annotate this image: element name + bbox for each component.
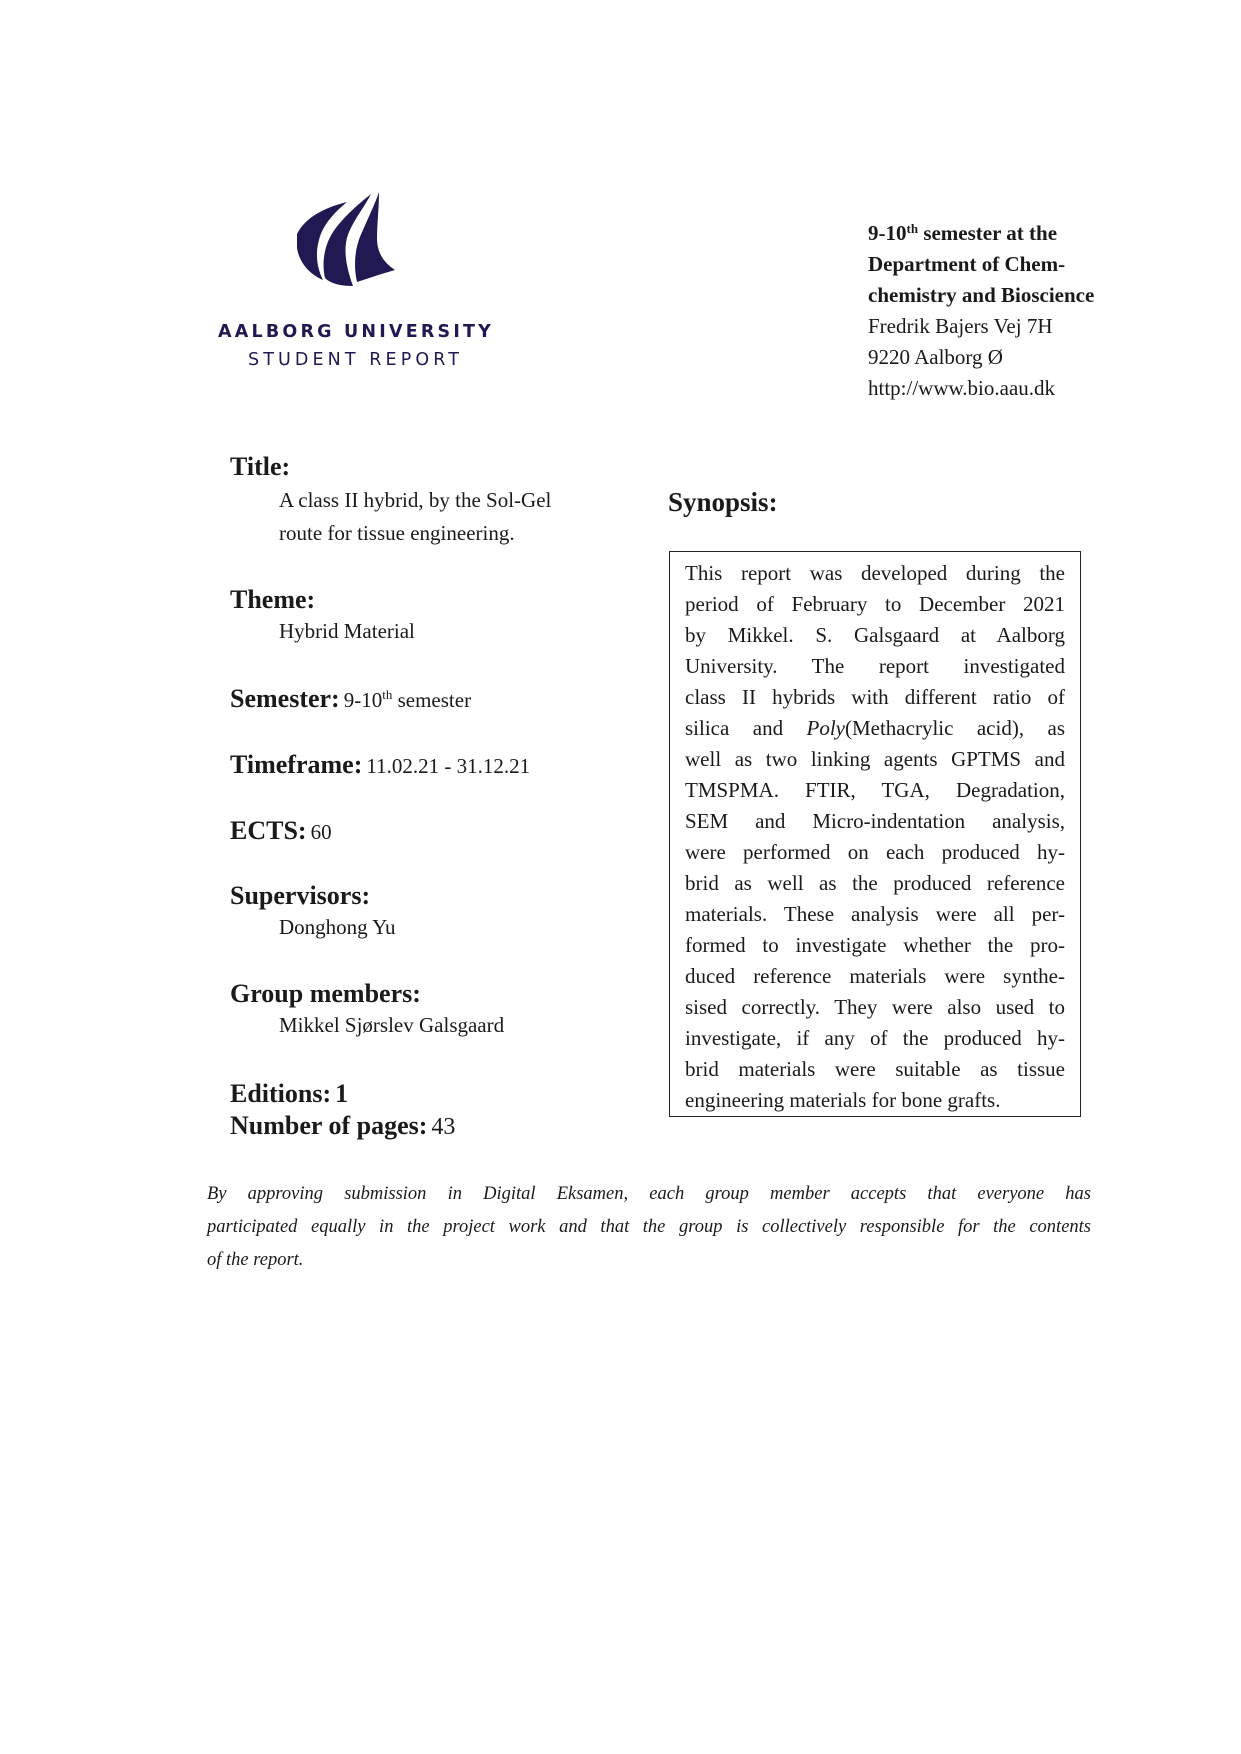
department-name-line1: Department of Chem- xyxy=(868,252,1066,276)
title-line-2: route for tissue engineering. xyxy=(279,521,515,545)
pages-label: Number of pages: xyxy=(230,1111,428,1140)
synopsis-line: SEM and Micro-indentation analysis, xyxy=(685,809,1065,833)
title-line-1: A class II hybrid, by the Sol-Gel xyxy=(279,488,552,512)
supervisors-label: Supervisors: xyxy=(230,881,371,910)
university-name: AALBORG UNIVERSITY xyxy=(218,322,495,342)
theme-value: Hybrid Material xyxy=(279,619,415,643)
department-address xyxy=(868,218,1094,404)
synopsis-line: silica and Poly(Methacrylic acid), as xyxy=(685,716,1065,740)
logo-subtitle: STUDENT REPORT xyxy=(248,350,464,370)
synopsis-box xyxy=(669,551,1081,1117)
timeframe-section xyxy=(230,750,530,783)
submission-note xyxy=(207,1178,1091,1277)
synopsis-line: brid as well as the produced reference xyxy=(685,871,1065,895)
synopsis-heading: Synopsis: xyxy=(668,487,778,517)
editions-section xyxy=(230,1079,348,1109)
synopsis-line: This report was developed during the xyxy=(685,561,1065,585)
synopsis-line: well as two linking agents GPTMS and xyxy=(685,747,1065,771)
editions-label: Editions: xyxy=(230,1079,332,1108)
group-members-section xyxy=(230,979,504,1042)
ects-label: ECTS: xyxy=(230,816,307,845)
timeframe-value: 11.02.21 - 31.12.21 xyxy=(366,754,531,778)
synopsis-text xyxy=(685,558,1065,1116)
department-city: 9220 Aalborg Ø xyxy=(868,345,1003,369)
title-section xyxy=(230,452,551,550)
synopsis-line: were performed on each produced hy- xyxy=(685,840,1065,864)
synopsis-line: class II hybrids with different ratio of xyxy=(685,685,1065,709)
department-semester-line: 9-10th semester at the xyxy=(868,221,1058,245)
department-name-line2: chemistry and Bioscience xyxy=(868,283,1095,307)
pages-section xyxy=(230,1111,455,1144)
synopsis-line: engineering materials for bone grafts. xyxy=(685,1088,1001,1112)
title-label: Title: xyxy=(230,452,291,481)
pages-value: 43 xyxy=(431,1114,456,1140)
synopsis-line: TMSPMA. FTIR, TGA, Degradation, xyxy=(685,778,1065,802)
note-line: By approving submission in Digital Eksamen, each group member accepts that everyone has xyxy=(207,1184,1091,1204)
synopsis-line: brid materials were suitable as tissue xyxy=(685,1057,1065,1081)
synopsis-line: investigate, if any of the produced hy- xyxy=(685,1026,1065,1050)
synopsis-line: sised correctly. They were also used to xyxy=(685,995,1065,1019)
supervisors-section xyxy=(230,881,395,944)
department-url[interactable]: http://www.bio.aau.dk xyxy=(868,376,1056,400)
ects-section xyxy=(230,816,332,849)
synopsis-line: formed to investigate whether the pro- xyxy=(685,933,1065,957)
semester-value: 9-10th semester xyxy=(343,687,472,712)
department-street: Fredrik Bajers Vej 7H xyxy=(868,314,1053,338)
semester-section xyxy=(230,684,471,717)
university-logo xyxy=(200,180,500,380)
supervisor-name: Donghong Yu xyxy=(279,915,396,939)
aau-wave-logo-icon xyxy=(295,190,395,290)
timeframe-label: Timeframe: xyxy=(230,750,363,779)
synopsis-line: by Mikkel. S. Galsgaard at Aalborg xyxy=(685,623,1065,647)
synopsis-line: University. The report investigated xyxy=(685,654,1065,678)
theme-section xyxy=(230,585,415,648)
note-line: participated equally in the project work and that the group is collectively responsible for the contents xyxy=(207,1217,1091,1237)
ects-value: 60 xyxy=(310,820,332,844)
synopsis-line: period of February to December 2021 xyxy=(685,592,1065,616)
synopsis-line: duced reference materials were synthe- xyxy=(685,964,1065,988)
group-member-name: Mikkel Sjørslev Galsgaard xyxy=(279,1013,505,1037)
group-members-label: Group members: xyxy=(230,979,421,1008)
semester-label: Semester: xyxy=(230,684,340,713)
synopsis-line: materials. These analysis were all per- xyxy=(685,902,1065,926)
editions-value: 1 xyxy=(335,1079,349,1108)
note-line: of the report. xyxy=(207,1250,304,1270)
theme-label: Theme: xyxy=(230,585,316,614)
